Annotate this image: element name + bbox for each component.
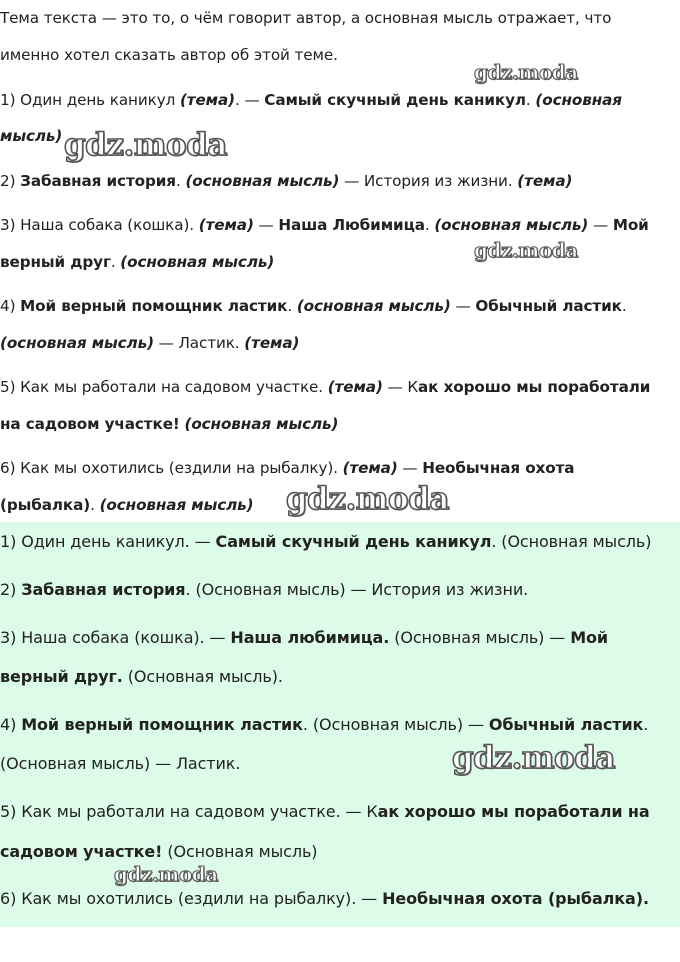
item-6-line-1	[0, 458, 574, 478]
item-5-line-2	[0, 414, 338, 434]
answer-1-line-1	[0, 532, 651, 552]
bold-text: садовом участке!	[0, 842, 163, 861]
answer-3-line-2	[0, 667, 283, 687]
bold-text: Необычная охота	[422, 459, 575, 477]
text-segment: —	[397, 459, 423, 477]
text-segment: 2)	[0, 172, 21, 190]
italic-label: (тема)	[327, 378, 383, 396]
bold-text: Мой верный помощник ластик	[20, 297, 288, 315]
text-segment: 4)	[0, 297, 21, 315]
bold-text: (рыбалка)	[0, 496, 91, 514]
text-segment: 4)	[0, 715, 22, 734]
bold-text: Наша любимица.	[230, 628, 390, 647]
text-segment: (Основная мысль) — Ластик.	[0, 754, 241, 773]
text-segment: —	[253, 216, 279, 234]
text-segment: . (Основная мысль) —	[302, 715, 489, 734]
italic-label: (основная мысль)	[185, 172, 340, 190]
italic-label: (основная мысль)	[184, 415, 339, 433]
text-segment: . (Основная мысль) — История из жизни.	[185, 580, 529, 599]
text-segment: — Ластик.	[153, 334, 245, 352]
text-segment: 6) Как мы охотились (ездили на рыбалку).	[0, 459, 343, 477]
answer-3-line-1	[0, 628, 608, 648]
watermark-logo: gdz.moda	[474, 60, 578, 84]
italic-label: (основная мысль)	[296, 297, 451, 315]
bold-text: Мой верный помощник ластик	[21, 715, 303, 734]
bold-text: верный друг.	[0, 667, 123, 686]
answer-4-line-1	[0, 715, 648, 735]
text-segment: —	[450, 297, 476, 315]
text-segment: (Основная мысль) —	[389, 628, 571, 647]
text-segment: .	[424, 216, 435, 234]
bold-text: ак хорошо мы поработали на	[377, 802, 650, 821]
item-1-line-1	[0, 90, 622, 110]
text-segment: 2)	[0, 580, 22, 599]
answer-5-line-2	[0, 842, 317, 862]
bold-text: ак хорошо мы поработали	[418, 378, 651, 396]
watermark-logo: gdz.moda	[286, 481, 449, 517]
item-6-line-2	[0, 495, 254, 515]
text-segment: .	[621, 297, 627, 315]
text-segment: 1) Один день каникул	[0, 91, 180, 109]
bold-text: Обычный ластик	[488, 715, 644, 734]
text-segment: . (Основная мысль)	[491, 532, 652, 551]
text-segment: (Основная мысль).	[122, 667, 283, 686]
italic-label: (основная мысль)	[434, 216, 589, 234]
bold-text: на садовом участке!	[0, 415, 180, 433]
text-segment: 6) Как мы охотились (ездили на рыбалку). —	[0, 889, 383, 908]
bold-text: Необычная охота (рыбалка).	[382, 889, 649, 908]
text-segment: .	[643, 715, 649, 734]
intro-line-1: Тема текста — это то, о чём говорит автор, а основная мысль отражает, что	[0, 9, 612, 27]
bold-text: Забавная история	[20, 172, 176, 190]
text-segment: .	[110, 253, 121, 271]
item-4-line-2	[0, 333, 299, 353]
bold-text: Обычный ластик	[475, 297, 622, 315]
bold-text: Наша Любимица	[278, 216, 425, 234]
watermark-logo: gdz.moda	[474, 238, 578, 262]
italic-label: (тема)	[244, 334, 300, 352]
text-segment: .	[287, 297, 297, 315]
italic-label: (основная мысль)	[0, 334, 154, 352]
item-2-line-1	[0, 171, 572, 191]
text-segment: 3) Наша собака (кошка).	[0, 216, 199, 234]
bold-text: Мой	[612, 216, 649, 234]
item-5-line-1	[0, 377, 650, 397]
italic-label: (тема)	[198, 216, 254, 234]
text-segment: 5) Как мы работали на садовом участке.	[0, 378, 328, 396]
answer-6-line-1	[0, 889, 649, 909]
intro-line-2: именно хотел сказать автор об этой теме.	[0, 46, 338, 64]
italic-label: (тема)	[517, 172, 573, 190]
italic-label: (тема)	[342, 459, 398, 477]
text-segment: .	[90, 496, 100, 514]
bold-text: Самый скучный день каникул	[264, 91, 526, 109]
watermark-logo: gdz.moda	[64, 127, 227, 163]
text-segment: . —	[235, 91, 265, 109]
bold-text: верный друг	[0, 253, 111, 271]
text-segment: (Основная мысль)	[162, 842, 318, 861]
text-segment: .	[525, 91, 536, 109]
answer-2-line-1	[0, 580, 528, 600]
bold-text: Самый скучный день каникул	[215, 532, 492, 551]
watermark-logo: gdz.moda	[452, 740, 615, 776]
bold-text: Мой	[570, 628, 609, 647]
text-segment: .	[175, 172, 186, 190]
text-segment: —	[588, 216, 613, 234]
text-segment: — История из жизни.	[339, 172, 518, 190]
item-3-line-1	[0, 215, 649, 235]
item-4-line-1	[0, 296, 627, 316]
item-1-line-2	[0, 126, 62, 146]
answer-box	[0, 522, 680, 927]
text-segment: — К	[382, 378, 419, 396]
italic-label: (основная мысль)	[99, 496, 254, 514]
italic-label: (тема)	[179, 91, 235, 109]
text-segment: 1) Один день каникул. —	[0, 532, 216, 551]
italic-label: (основная	[535, 91, 622, 109]
italic-label: мысль)	[0, 127, 63, 145]
watermark-logo: gdz.moda	[114, 862, 218, 886]
italic-label: (основная мысль)	[120, 253, 275, 271]
answer-4-line-2	[0, 754, 240, 774]
text-segment: 3) Наша собака (кошка). —	[0, 628, 231, 647]
text-segment: 5) Как мы работали на садовом участке. — К	[0, 802, 378, 821]
answer-5-line-1	[0, 802, 650, 822]
item-3-line-2	[0, 252, 274, 272]
bold-text: Забавная история	[21, 580, 186, 599]
